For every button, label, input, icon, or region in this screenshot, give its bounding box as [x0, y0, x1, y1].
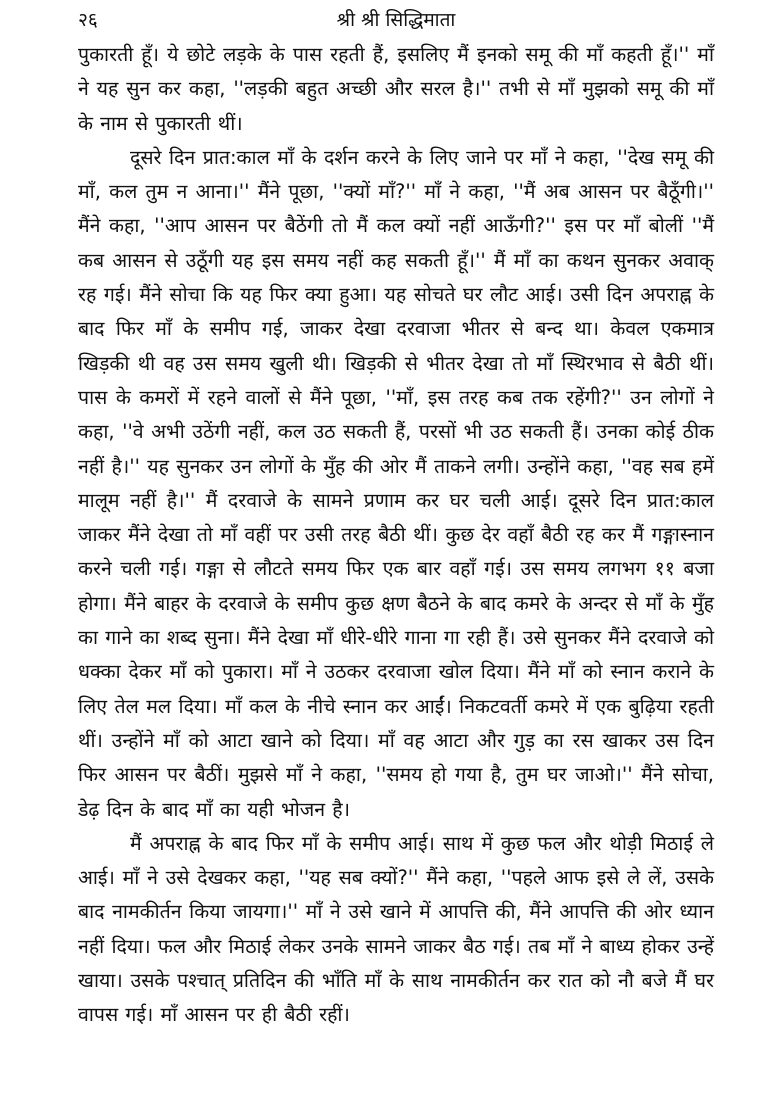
paragraph-1: पुकारती हूँ। ये छोटे लड़के के पास रहती हैं, इसलिए मैं इनको समू की माँ कहती हूँ।'' माँ ने यह सुन कर कहा, ''लड़की बहुत अच्छी और सरल है।'' तभी से माँ मुझको समू की माँ के नाम से पुकारती थीं।: [78, 43, 714, 135]
running-title: श्री श्री सिद्धिमाता: [336, 9, 456, 31]
page-number: २६: [78, 9, 98, 31]
paragraph-3: मैं अपराह्न के बाद फिर माँ के समीप आई। साथ में कुछ फल और थोड़ी मिठाई ले आई। माँ ने उसे देखकर कहा, ''यह सब क्यों?'' मैंने कहा, ''पहले आफ इसे ले लें, उसके बाद नामकीर्तन किया जायगा।'' माँ ने उसे खाने में आपत्ति की, मैंने आपत्ति की ओर ध्यान नहीं दिया। फल और मिठाई लेकर उनके सामने जाकर बैठ गई। तब माँ ने बाध्य होकर उन्हें खाया। उसके पश्चात् प्रतिदिन की भाँति माँ के साथ नामकीर्तन कर रात को नौ बजे मैं घर वापस गई। माँ आसन पर ही बैठी रहीं।: [78, 831, 714, 1027]
paragraph-2: दूसरे दिन प्रात:काल माँ के दर्शन करने के लिए जाने पर माँ ने कहा, ''देख समू की माँ, कल तुम न आना।'' मैंने पूछा, ''क्यों माँ?'' माँ ने कहा, ''मैं अब आसन पर बैठूँगी।'' मैंने कहा, ''आप आसन पर बैठेंगी तो मैं कल क्यों नहीं आऊँगी?'' इस पर माँ बोलीं ''मैं कब आसन से उठूँगी यह इस समय नहीं कह सकती हूँ।'' मैं माँ का कथन सुनकर अवाक् रह गई। मैंने सोचा कि यह फिर क्या हुआ। यह सोचते घर लौट आई। उसी दिन अपराह्न के बाद फिर माँ के समीप गई, जाकर देखा दरवाजा भीतर से बन्द था। केवल एकमात्र खिड़की थी वह उस समय खुली थी। खिड़की से भीतर देखा तो माँ स्थिरभाव से बैठी थीं। पास के कमरों में रहने वालों से मैंने पूछा, ''माँ, इस तरह कब तक रहेंगी?'' उन लोगों ने कहा, ''वे अभी उठेंगी नहीं, कल उठ सकती हैं, परसों भी उठ सकती हैं। उनका कोई ठीक नहीं है।'' यह सुनकर उन लोगों के मुँह की ओर मैं ताकने लगी। उन्होंने कहा, ''वह सब हमें मालूम नहीं है।'' मैं दरवाजे के सामने प्रणाम कर घर चली आई। दूसरे दिन प्रात:काल जाकर मैंने देखा तो माँ वहीं पर उसी तरह बैठी थीं। कुछ देर वहाँ बैठी रह कर मैं गङ्गास्नान करने चली गई। गङ्गा से लौटते समय फिर एक बार वहाँ गई। उस समय लगभग ११ बजा होगा। मैंने बाहर के दरवाजे के समीप कुछ क्षण बैठने के बाद कमरे के अन्दर से माँ के मुँह का गाने का शब्द सुना। मैंने देखा माँ धीरे-धीरे गाना गा रही हैं। उसे सुनकर मैंने दरवाजे को धक्का देकर माँ को पुकारा। माँ ने उठकर दरवाजा खोल दिया। मैंने माँ को स्नान कराने के लिए तेल मल दिया। माँ कल के नीचे स्नान कर आईं। निकटवर्ती कमरे में एक बुढ़िया रहती थीं। उन्होंने माँ को आटा खाने को दिया। माँ वह आटा और गुड़ का रस खाकर उस दिन फिर आसन पर बैठीं। मुझसे माँ ने कहा, ''समय हो गया है, तुम घर जाओ।'' मैंने सोचा, डेढ़ दिन के बाद माँ का यही भोजन है।: [78, 145, 714, 821]
body-text: [78, 38, 714, 1033]
page-header: [78, 2, 714, 38]
